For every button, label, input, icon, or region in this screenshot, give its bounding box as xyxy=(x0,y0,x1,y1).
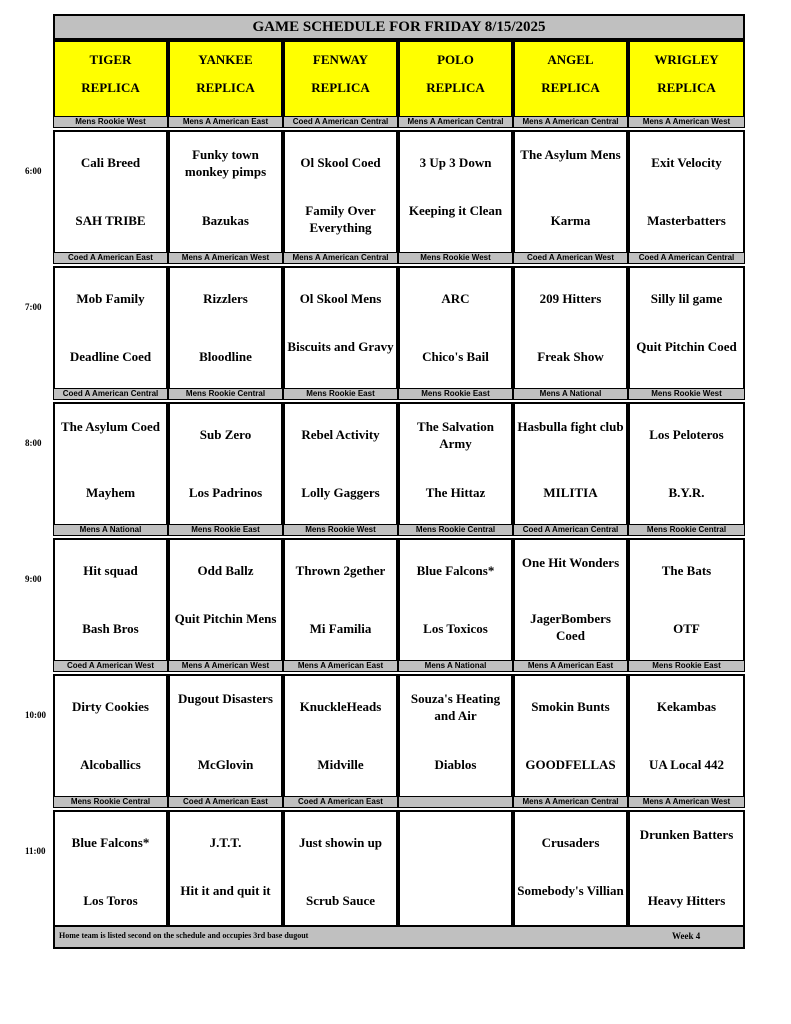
away-team: 209 Hitters xyxy=(539,291,602,306)
week-label: Week 4 xyxy=(672,931,701,941)
field-header-wrigley xyxy=(628,40,745,120)
away-team: The Bats xyxy=(661,563,712,578)
game-cell xyxy=(283,674,398,798)
time-slot-row xyxy=(25,402,745,526)
away-team: Dugout Disasters xyxy=(178,691,273,706)
away-team: Odd Ballz xyxy=(197,563,254,578)
home-team: Keeping it Clean xyxy=(408,203,503,218)
division-label: Coed A American Central xyxy=(53,388,168,400)
division-label: Mens A National xyxy=(53,524,168,536)
home-team: Quit Pitchin Coed xyxy=(636,339,737,354)
field-name: ANGEL xyxy=(547,52,594,67)
away-team: Ol Skool Coed xyxy=(300,155,381,170)
game-cell xyxy=(168,266,283,390)
division-row xyxy=(53,660,745,672)
game-cell xyxy=(398,402,513,526)
game-cell xyxy=(398,130,513,254)
division-label: Mens Rookie Central xyxy=(628,524,745,536)
division-label: Mens A National xyxy=(513,388,628,400)
game-cell xyxy=(628,402,745,526)
away-team: Crusaders xyxy=(541,835,600,850)
time-slot-row xyxy=(25,130,745,254)
field-header-angel xyxy=(513,40,628,120)
division-label: Coed A American East xyxy=(168,796,283,808)
away-team: Funky town monkey pimps xyxy=(184,147,267,179)
division-label xyxy=(398,796,513,808)
division-label: Mens A American West xyxy=(628,116,745,128)
home-team: MILITIA xyxy=(543,485,598,500)
field-header-fenway xyxy=(283,40,398,120)
away-team: Rebel Activity xyxy=(301,427,380,442)
home-team: Mayhem xyxy=(85,485,136,500)
away-team: Ol Skool Mens xyxy=(299,291,382,306)
time-label: 8:00 xyxy=(25,438,42,448)
game-cell xyxy=(168,674,283,798)
field-header-row xyxy=(53,40,745,120)
game-cell xyxy=(628,538,745,662)
time-label: 11:00 xyxy=(25,846,46,856)
field-name: TIGER xyxy=(89,52,132,67)
home-team: Scrub Sauce xyxy=(306,893,375,908)
game-cell xyxy=(398,810,513,934)
division-label: Coed A American Central xyxy=(628,252,745,264)
field-type: REPLICA xyxy=(81,80,140,95)
field-name: POLO xyxy=(437,52,474,67)
division-label: Mens Rookie Central xyxy=(53,796,168,808)
away-team: KnuckleHeads xyxy=(299,699,382,714)
away-team: ARC xyxy=(441,291,470,306)
game-cell xyxy=(283,402,398,526)
time-slot-row xyxy=(25,810,745,934)
home-team: Hit it and quit it xyxy=(180,883,271,898)
field-name: FENWAY xyxy=(312,52,369,67)
division-label: Mens Rookie West xyxy=(628,388,745,400)
time-slot-row xyxy=(25,538,745,662)
away-team: Exit Velocity xyxy=(651,155,722,170)
division-label: Mens Rookie East xyxy=(283,388,398,400)
field-header-tiger xyxy=(53,40,168,120)
time-slot-row xyxy=(25,674,745,798)
away-team: The Asylum Coed xyxy=(61,419,160,434)
away-team: Blue Falcons* xyxy=(416,563,495,578)
division-label: Mens A American East xyxy=(283,660,398,672)
division-label: Mens Rookie West xyxy=(398,252,513,264)
home-team: Lolly Gaggers xyxy=(301,485,380,500)
away-team: Blue Falcons* xyxy=(71,835,150,850)
home-team: Los Padrinos xyxy=(188,485,263,500)
away-team: Los Peloteros xyxy=(649,427,724,442)
schedule-title: GAME SCHEDULE FOR FRIDAY 8/15/2025 xyxy=(53,14,745,40)
division-row xyxy=(53,524,745,536)
division-label: Mens A American West xyxy=(168,660,283,672)
away-team: Thrown 2gether xyxy=(295,563,386,578)
home-team: Diablos xyxy=(434,757,477,772)
home-team: GOODFELLAS xyxy=(525,757,616,772)
game-cell xyxy=(53,402,168,526)
home-team: Somebody's Villian xyxy=(517,883,624,898)
footer-note: Home team is listed second on the schedule and occupies 3rd base dugout xyxy=(59,931,309,940)
game-cell xyxy=(628,130,745,254)
field-type: REPLICA xyxy=(657,80,716,95)
division-label: Mens Rookie West xyxy=(53,116,168,128)
field-header-polo xyxy=(398,40,513,120)
game-cell xyxy=(513,674,628,798)
away-team: Sub Zero xyxy=(199,427,252,442)
division-label: Coed A American West xyxy=(513,252,628,264)
division-label: Mens A American Central xyxy=(283,252,398,264)
home-team: Heavy Hitters xyxy=(647,893,726,908)
home-team: UA Local 442 xyxy=(648,757,725,772)
division-label: Mens Rookie East xyxy=(628,660,745,672)
home-team: Bloodline xyxy=(199,349,252,364)
time-label: 7:00 xyxy=(25,302,42,312)
division-label: Mens A American East xyxy=(513,660,628,672)
time-label: 9:00 xyxy=(25,574,42,584)
away-team: Dirty Cookies xyxy=(72,699,149,714)
game-cell xyxy=(513,810,628,934)
home-team: Midville xyxy=(317,757,364,772)
field-header-yankee xyxy=(168,40,283,120)
division-label: Mens A American West xyxy=(168,252,283,264)
division-label: Mens A American Central xyxy=(398,116,513,128)
game-cell xyxy=(283,266,398,390)
game-cell xyxy=(53,674,168,798)
division-label: Mens A American Central xyxy=(513,796,628,808)
field-type: REPLICA xyxy=(196,80,255,95)
schedule-sheet xyxy=(25,14,745,951)
home-team: Quit Pitchin Mens xyxy=(174,611,277,626)
division-row xyxy=(53,796,745,808)
game-cell xyxy=(398,538,513,662)
game-cell xyxy=(283,810,398,934)
home-team: Los Toxicos xyxy=(423,621,488,636)
game-cell xyxy=(53,266,168,390)
away-team: Smokin Bunts xyxy=(531,699,610,714)
game-cell xyxy=(53,538,168,662)
division-label: Coed A American East xyxy=(283,796,398,808)
away-team: One Hit Wonders xyxy=(521,555,620,570)
division-label: Mens A American Central xyxy=(513,116,628,128)
home-team: SAH TRIBE xyxy=(75,213,146,228)
game-cell xyxy=(628,810,745,934)
division-label: Coed A American West xyxy=(53,660,168,672)
division-row xyxy=(53,388,745,400)
away-team: Silly lil game xyxy=(650,291,723,306)
time-slot-row xyxy=(25,266,745,390)
division-label: Coed A American Central xyxy=(283,116,398,128)
footer-bar xyxy=(53,925,745,949)
game-cell xyxy=(283,130,398,254)
home-team: Family Over Everything xyxy=(305,203,376,235)
home-team: JagerBombers Coed xyxy=(530,611,611,643)
game-cell xyxy=(168,130,283,254)
game-cell xyxy=(513,538,628,662)
game-cell xyxy=(628,674,745,798)
division-label: Coed A American Central xyxy=(513,524,628,536)
away-team: Kekambas xyxy=(656,699,717,714)
game-cell xyxy=(168,538,283,662)
time-label: 6:00 xyxy=(25,166,42,176)
division-label: Mens A American East xyxy=(168,116,283,128)
home-team: The Hittaz xyxy=(425,485,486,500)
game-cell xyxy=(168,810,283,934)
home-team: Los Toros xyxy=(83,893,138,908)
home-team: Karma xyxy=(550,213,591,228)
home-team: Masterbatters xyxy=(647,213,726,228)
away-team: Drunken Batters xyxy=(639,827,734,842)
away-team: Cali Breed xyxy=(80,155,141,170)
division-label: Mens A American West xyxy=(628,796,745,808)
game-cell xyxy=(628,266,745,390)
game-cell xyxy=(513,266,628,390)
away-team: Just showin up xyxy=(298,835,383,850)
game-cell xyxy=(53,810,168,934)
home-team: Bazukas xyxy=(202,213,249,228)
away-team: Mob Family xyxy=(76,291,145,306)
game-cell xyxy=(513,130,628,254)
division-label: Coed A American East xyxy=(53,252,168,264)
field-type: REPLICA xyxy=(426,80,485,95)
home-team: McGlovin xyxy=(197,757,254,772)
game-cell xyxy=(513,402,628,526)
division-row xyxy=(53,116,745,128)
division-label: Mens Rookie East xyxy=(398,388,513,400)
away-team: The Salvation Army xyxy=(417,419,494,451)
home-team: Mi Familia xyxy=(309,621,372,636)
field-type: REPLICA xyxy=(541,80,600,95)
away-team: Hit squad xyxy=(83,563,138,578)
field-name: WRIGLEY xyxy=(654,52,719,67)
away-team: The Asylum Mens xyxy=(520,147,621,162)
home-team: Alcoballics xyxy=(80,757,141,772)
home-team: Biscuits and Gravy xyxy=(287,339,394,354)
division-label: Mens A National xyxy=(398,660,513,672)
division-row xyxy=(53,252,745,264)
field-type: REPLICA xyxy=(311,80,370,95)
home-team: OTF xyxy=(673,621,700,636)
game-cell xyxy=(53,130,168,254)
away-team: Hasbulla fight club xyxy=(517,419,624,434)
away-team: J.T.T. xyxy=(209,835,242,850)
home-team: Bash Bros xyxy=(82,621,139,636)
home-team: Freak Show xyxy=(537,349,604,364)
home-team: Chico's Bail xyxy=(422,349,489,364)
division-label: Mens Rookie Central xyxy=(168,388,283,400)
game-cell xyxy=(283,538,398,662)
field-name: YANKEE xyxy=(198,52,253,67)
home-team: B.Y.R. xyxy=(668,485,705,500)
division-label: Mens Rookie East xyxy=(168,524,283,536)
game-cell xyxy=(398,266,513,390)
division-label: Mens Rookie Central xyxy=(398,524,513,536)
division-label: Mens Rookie West xyxy=(283,524,398,536)
away-team: Souza's Heating and Air xyxy=(410,691,501,723)
home-team: Deadline Coed xyxy=(69,349,152,364)
time-label: 10:00 xyxy=(25,710,46,720)
game-cell xyxy=(168,402,283,526)
away-team: 3 Up 3 Down xyxy=(419,155,492,170)
game-cell xyxy=(398,674,513,798)
away-team: Rizzlers xyxy=(203,291,248,306)
